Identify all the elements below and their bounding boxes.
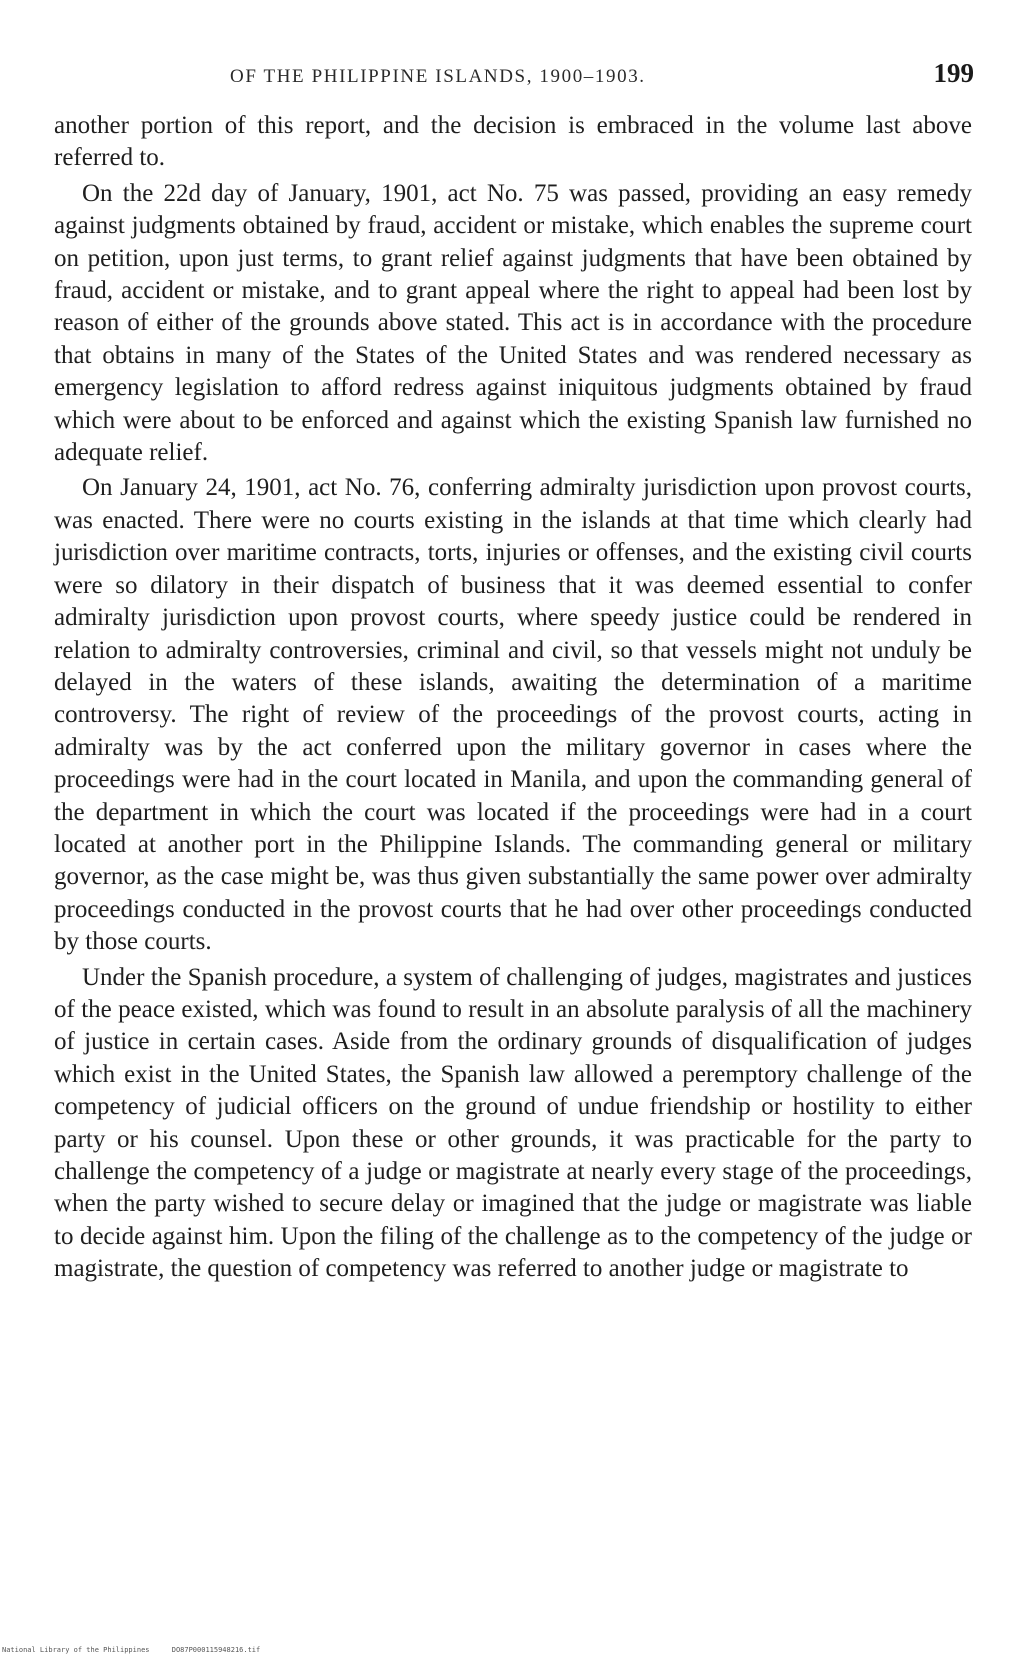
paragraph-spanish-procedure: Under the Spanish procedure, a system of challenging of judges, magistrates and justices of the peace existed, which was found to result in an absolute paralysis of all the machinery of justice in certain cases. Aside from the ordinary grounds of disqualification of judges which exist in the United States, the Spanish law allowed a peremptory challenge of the competency of judicial officers on the ground of undue friendship or hostility to either party or his counsel. Upon these or other grounds, it was practicable for the party to challenge the competency of a judge or magistrate at nearly every stage of the proceedings, when the party wished to secure delay or imagined that the judge or magistrate was liable to decide against him. Upon the filing of the challenge as to the competency of the judge or magistrate, the question of competency was referred to another judge or magistrate to xyxy=(54,963,972,1283)
scan-footer xyxy=(2,1646,278,1654)
paragraph-continued: another portion of this report, and the decision is embraced in the volume last above referred to. xyxy=(54,112,972,172)
page-header xyxy=(50,58,974,94)
body-text xyxy=(54,110,972,1289)
running-head: OF THE PHILIPPINE ISLANDS, 1900–1903. xyxy=(230,66,646,87)
footer-library: National Library of the Philippines xyxy=(2,1646,150,1654)
paragraph-act-75: On the 22d day of January, 1901, act No. 75 was passed, providing an easy remedy against judgments obtained by fraud, accident or mistake, which enables the supreme court on petition, upon just terms, to grant relief against judgments that have been obtained by fraud, accident or mistake, and to grant appeal where the right to appeal had been lost by reason of either of the grounds above stated. This act is in accordance with the procedure that obtains in many of the States of the United States and was rendered necessary as emergency legislation to afford redress against iniquitous judgments obtained by fraud which were about to be enforced and against which the existing Spanish law furnished no adequate relief. xyxy=(54,179,972,467)
footer-file-id: DO87P000115948216.tif xyxy=(171,1646,261,1654)
paragraph-act-76: On January 24, 1901, act No. 76, conferring admiralty jurisdiction upon provost courts, was enacted. There were no courts existing in the islands at that time which clearly had jurisdiction over maritime contracts, torts, injuries or offenses, and the existing civil courts were so dilatory in their dispatch of business that it was deemed essential to confer admiralty jurisdiction upon provost courts, where speedy justice could be rendered in relation to admiralty controversies, criminal and civil, so that vessels might not unduly be delayed in the waters of these islands, awaiting the determination of a maritime controversy. The right of review of the proceedings of the provost courts, acting in admiralty was by the act conferred upon the military governor in cases where the proceedings were had in the court located in Manila, and upon the commanding general of the department in which the court was located if the proceedings were had in a court located at another port in the Philippine Islands. The commanding general or military governor, as the case might be, was thus given substantially the same power over admiralty proceedings conducted in the provost courts that he had over other proceedings conducted by those courts. xyxy=(54,474,972,956)
page-number: 199 xyxy=(933,58,974,88)
